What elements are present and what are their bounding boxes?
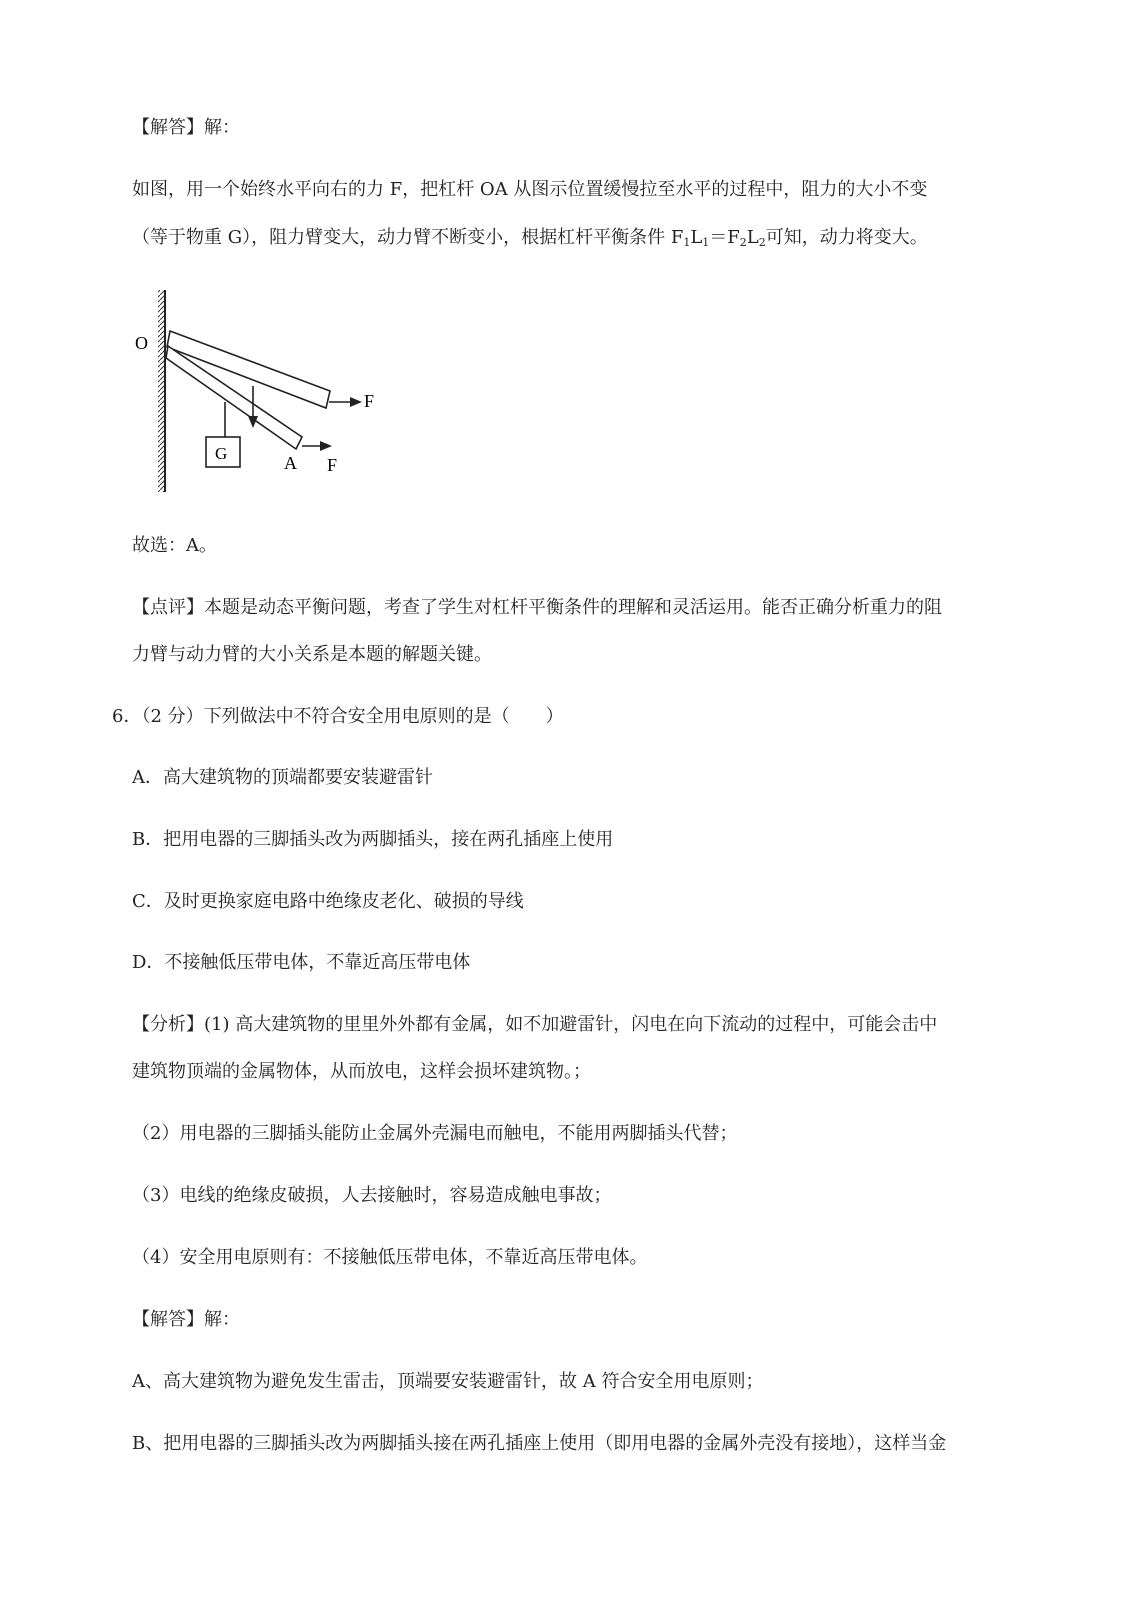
analysis: （3）电线的绝缘皮破损，人去接触时，容易造成触电事故； bbox=[132, 1185, 612, 1206]
label-a: A bbox=[284, 453, 297, 473]
analysis: （4）安全用电原则有：不接触低压带电体，不靠近高压带电体。 bbox=[132, 1247, 648, 1268]
solution-heading: 【解答】解： bbox=[132, 1309, 240, 1330]
sub: 2 bbox=[739, 236, 747, 249]
sub: 1 bbox=[702, 236, 710, 249]
comment: 【点评】本题是动态平衡问题，考查了学生对杠杆平衡条件的理解和灵活运用。能否正确分析重力的阻 bbox=[132, 597, 942, 618]
label-g: G bbox=[215, 444, 228, 463]
analysis: 建筑物顶端的金属物体，从而放电，这样会损坏建筑物。； bbox=[132, 1061, 591, 1082]
arrow-right-icon bbox=[350, 397, 362, 407]
text: 可知，动力将变大。 bbox=[765, 227, 928, 248]
label-f: F bbox=[327, 455, 338, 475]
question-6: 6．（2 分）下列做法中不符合安全用电原则的是（ ） bbox=[112, 706, 564, 727]
solution-text: B、把用电器的三脚插头改为两脚插头接在两孔插座上使用（即用电器的金属外壳没有接地），这样当金 bbox=[132, 1433, 947, 1454]
text: L bbox=[690, 227, 703, 248]
label-o: O bbox=[135, 333, 148, 353]
sub: 1 bbox=[683, 236, 691, 249]
option-a: A．高大建筑物的顶端都要安装避雷针 bbox=[132, 767, 433, 788]
option-d: D．不接触低压带电体，不靠近高压带电体 bbox=[132, 952, 471, 973]
wall-hatch bbox=[158, 290, 165, 492]
lever-diagram bbox=[0, 0, 1131, 520]
text: ＝F bbox=[709, 227, 740, 248]
text: （等于物重 G），阻力臂变大，动力臂不断变小，根据杠杆平衡条件 F bbox=[132, 227, 684, 248]
option-b: B．把用电器的三脚插头改为两脚插头，接在两孔插座上使用 bbox=[132, 829, 614, 850]
text: L bbox=[746, 227, 759, 248]
analysis: （2）用电器的三脚插头能防止金属外壳漏电而触电，不能用两脚插头代替； bbox=[132, 1123, 738, 1144]
solution-heading: 【解答】解： bbox=[132, 117, 240, 138]
arrow-right-icon bbox=[320, 441, 332, 451]
label-f: F bbox=[364, 391, 375, 411]
comment: 力臂与动力臂的大小关系是本题的解题关键。 bbox=[132, 644, 492, 665]
sub: 2 bbox=[758, 236, 766, 249]
solution-text: A、高大建筑物为避免发生雷击，顶端要安装避雷针，故 A 符合安全用电原则； bbox=[132, 1371, 764, 1392]
answer: 故选：A。 bbox=[132, 535, 217, 556]
solution-text: 如图，用一个始终水平向右的力 F，把杠杆 OA 从图示位置缓慢拉至水平的过程中，阻力的大小不变 bbox=[132, 179, 928, 200]
option-c: C．及时更换家庭电路中绝缘皮老化、破损的导线 bbox=[132, 891, 524, 912]
analysis: 【分析】(1) 高大建筑物的里里外外都有金属，如不加避雷针，闪电在向下流动的过程中，可能会击中 bbox=[132, 1014, 938, 1035]
